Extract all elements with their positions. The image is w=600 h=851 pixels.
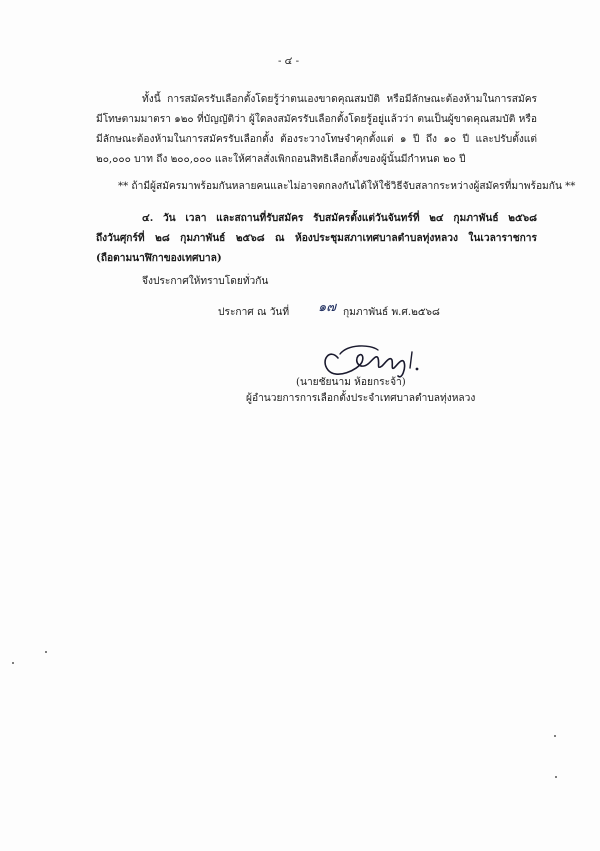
para1-line2: มีโทษตามมาตรา ๑๒๐ ที่บัญญัติว่า ผู้ใดลงสมัครรับเลือกตั้งโดยรู้อยู่แล้วว่า ตนเป็นผู้ขาดคุณสมบัติ หรือ (96, 114, 537, 125)
dateline-day-handwritten: ๑๗ (318, 300, 337, 315)
section4-line1: ๔. วัน เวลา และสถานที่รับสมัคร รับสมัครตั้งแต่วันจันทร์ที่ ๒๔ กุมภาพันธ์ ๒๕๖๘ (142, 212, 537, 224)
signer-title: ผู้อำนวยการการเลือกตั้งประจำเทศบาลตำบลทุ่งหลวง (246, 393, 476, 404)
para1-line4: ๒๐,๐๐๐ บาท ถึง ๒๐๐,๐๐๐ และให้ศาลสั่งเพิกถอนสิทธิเลือกตั้งของผู้นั้นมีกำหนด ๒๐ ปี (96, 154, 466, 165)
page-number: - ๔ - (278, 56, 300, 67)
scan-speck (45, 651, 47, 653)
scan-speck (555, 776, 557, 778)
announcement-line: จึงประกาศให้ทราบโดยทั่วกัน (142, 276, 269, 287)
para1-line1: ทั้งนี้ การสมัครรับเลือกตั้งโดยรู้ว่าตนเองขาดคุณสมบัติ หรือมีลักษณะต้องห้ามในการสมัคร (142, 94, 537, 105)
para1-line3: มีลักษณะต้องห้ามในการสมัครรับเลือกตั้ง ต้องระวางโทษจำคุกตั้งแต่ ๑ ปี ถึง ๑๐ ปี และปรับตั้งแต่ (96, 134, 537, 145)
dateline-suffix: กุมภาพันธ์ พ.ศ.๒๕๖๘ (343, 307, 440, 318)
section4-line2: ถึงวันศุกร์ที่ ๒๘ กุมภาพันธ์ ๒๕๖๘ ณ ห้องประชุมสภาเทศบาลตำบลทุ่งหลวง ในเวลาราชการ (96, 232, 537, 244)
scan-speck (12, 662, 14, 664)
section4-line3: (ถือตามนาฬิกาของเทศบาล) (96, 252, 222, 264)
dateline-prefix: ประกาศ ณ วันที่ (218, 307, 290, 318)
signer-name: (นายชัยนาม ห้อยกระจ้า) (296, 377, 406, 388)
scan-speck (554, 735, 556, 737)
lottery-note: ** ถ้ามีผู้สมัครมาพร้อมกันหลายคนและไม่อาจตกลงกันได้ให้ใช้วิธีจับสลากระหว่างผู้สมัครที่มาพร้อมกัน ** (118, 181, 576, 192)
